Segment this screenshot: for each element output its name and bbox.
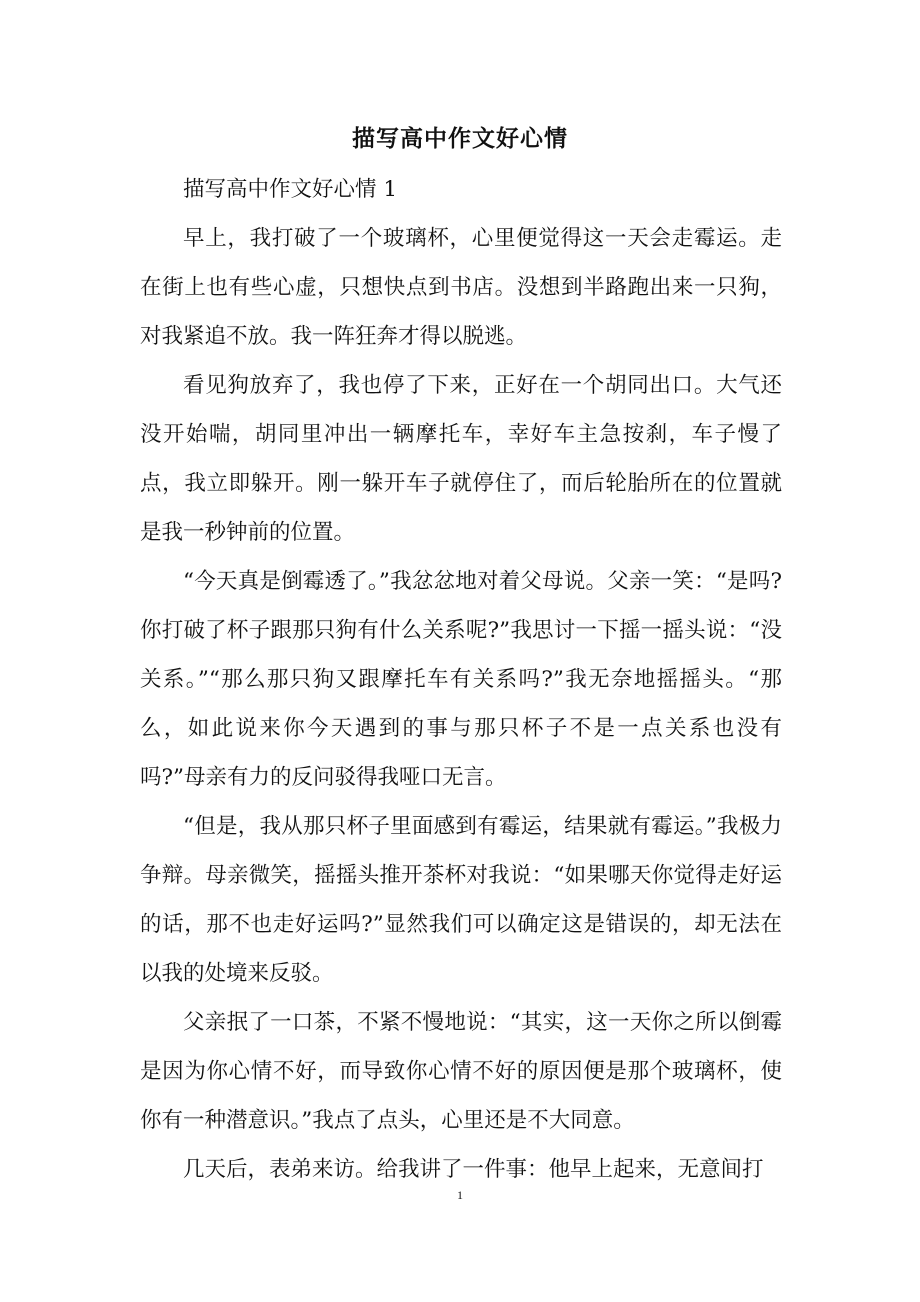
paragraph: “今天真是倒霉透了。”我忿忿地对着父母说。父亲一笑：“是吗?你打破了杯子跟那只狗有什么关系呢?”我思讨一下摇一摇头说：“没关系。”“那么那只狗又跟摩托车有关系吗?”我无奈地摇摇头。“那么，如此说来你今天遇到的事与那只杯子不是一点关系也没有吗?”母亲有力的反问驳得我哑口无言。: [140, 569, 782, 790]
paragraph: 早上，我打破了一个玻璃杯，心里便觉得这一天会走霉运。走在街上也有些心虚，只想快点到书店。没想到半路跑出来一只狗，对我紧追不放。我一阵狂奔才得以脱逃。: [140, 226, 782, 349]
section-subtitle: 描写高中作文好心情 1: [183, 177, 398, 202]
page-number: 1: [457, 1188, 463, 1202]
paragraph: 父亲抿了一口茶，不紧不慢地说：“其实，这一天你之所以倒霉是因为你心情不好，而导致你心情不好的原因便是那个玻璃杯，使你有一种潜意识。”我点了点头，心里还是不大同意。: [140, 1010, 782, 1133]
document-body: [140, 165, 782, 1194]
document-title: 描写高中作文好心情: [352, 125, 568, 152]
paragraph: “但是，我从那只杯子里面感到有霉运，结果就有霉运。”我极力争辩。母亲微笑，摇摇头推开茶杯对我说：“如果哪天你觉得走好运的话，那不也走好运吗?”显然我们可以确定这是错误的，却无法在以我的处境来反驳。: [140, 814, 782, 986]
paragraph: 看见狗放弃了，我也停了下来，正好在一个胡同出口。大气还没开始喘，胡同里冲出一辆摩托车，幸好车主急按刹，车子慢了点，我立即躲开。刚一躲开车子就停住了，而后轮胎所在的位置就是我一秒钟前的位置。: [140, 373, 782, 545]
paragraph: 几天后，表弟来访。给我讲了一件事：他早上起来，无意间打: [183, 1157, 764, 1182]
